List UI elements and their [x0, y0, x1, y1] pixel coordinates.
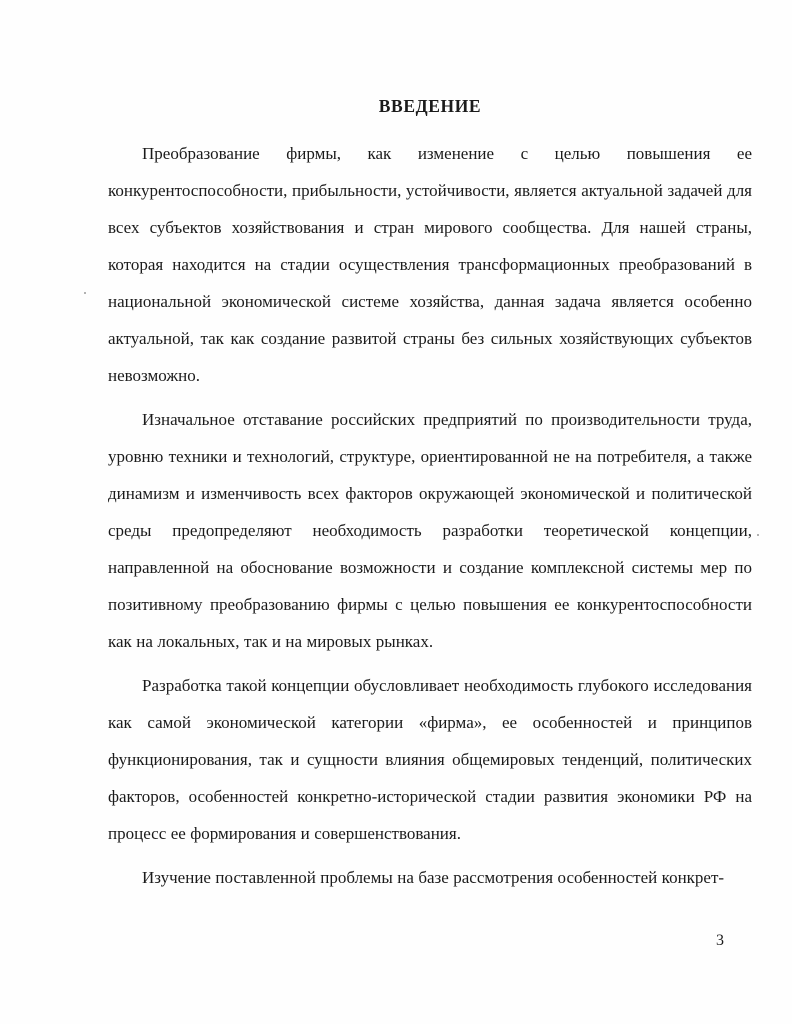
page-content [108, 96, 752, 896]
scan-speck [757, 534, 759, 536]
body-paragraph: Преобразование фирмы, как изменение с целью повышения ее конкурентоспособности, прибыльности, устойчивости, является актуальной задачей для всех субъектов хозяйствования и стран мирового сообщества. Для нашей страны, которая находится на стадии осуществления трансформационных преобразований в национальной экономической системе хозяйства, данная задача является особенно актуальной, так как создание развитой страны без сильных хозяйствующих субъектов невозможно. [108, 144, 752, 385]
body-paragraph: Разработка такой концепции обусловливает необходимость глубокого исследования как самой экономической категории «фирма», ее особенностей и принципов функционирования, так и сущности влияния общемировых тенденций, политических факторов, особенностей конкретно-исторической стадии развития экономики РФ на процесс ее формирования и совершенствования. [108, 676, 752, 843]
scan-speck [84, 292, 86, 294]
page-title: ВВЕДЕНИЕ [378, 96, 482, 116]
body-paragraph: Изучение поставленной проблемы на базе рассмотрения особенностей конкрет- [142, 868, 725, 887]
body-paragraph: Изначальное отставание российских предприятий по производительности труда, уровню техники и технологий, структуре, ориентированной не на потребителя, а также динамизм и изменчивость всех факторов окружающей экономической и политической среды предопределяют необходимость разработки теоретической концепции, направленной на обоснование возможности и создание комплексной системы мер по позитивному преобразованию фирмы с целью повышения ее конкурентоспособности как на локальных, так и на мировых рынках. [108, 410, 752, 651]
page-number: 3 [716, 932, 724, 949]
